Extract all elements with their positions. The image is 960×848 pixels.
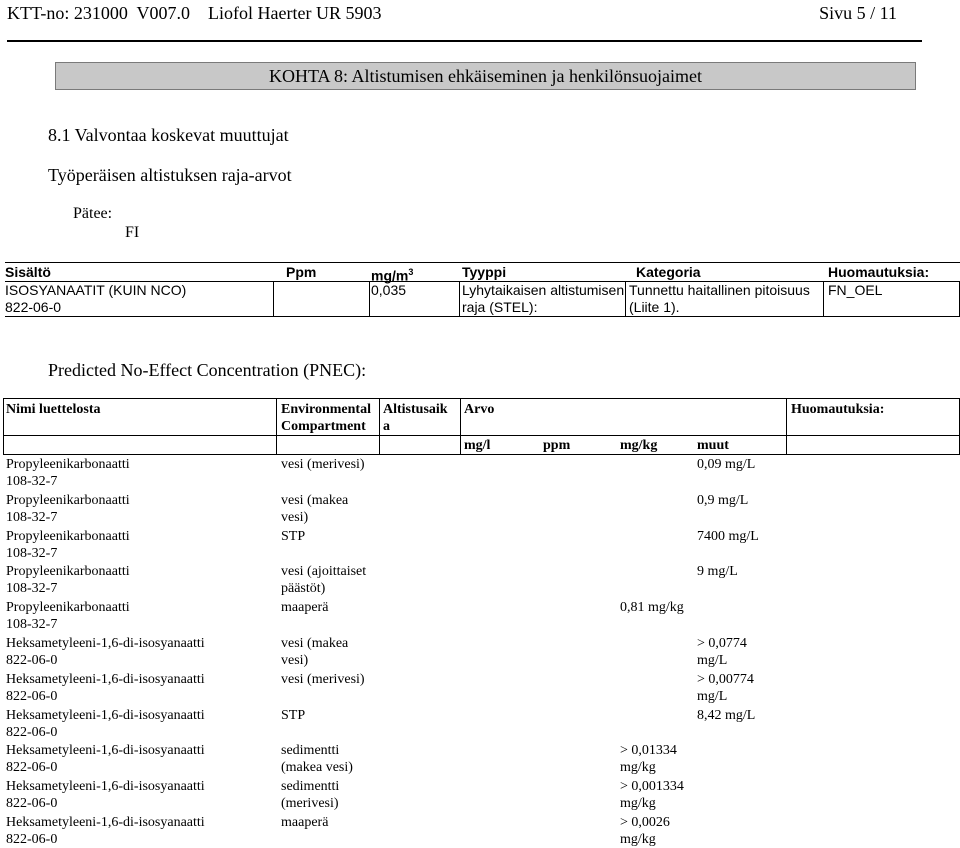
column-divider [823, 281, 824, 317]
other-value: 9 mg/L [697, 564, 738, 580]
mgkg-value: > 0,001334 [620, 779, 684, 795]
environmental-compartment: vesi (makea [281, 492, 349, 508]
environmental-compartment: (merivesi) [281, 796, 339, 812]
cas-number: 108-32-7 [6, 509, 58, 525]
col-header-value: Arvo [464, 402, 495, 417]
column-divider [369, 281, 370, 317]
table-rule [3, 454, 960, 455]
page-header [7, 1, 927, 31]
substance-name: Propyleenikarbonaatti [6, 457, 130, 472]
col-header-exposure: a [383, 419, 390, 434]
environmental-compartment: STP [281, 528, 306, 544]
environmental-compartment: maaperä [281, 815, 329, 830]
environmental-compartment: sedimentti [281, 743, 340, 759]
cas-number: 822-06-0 [6, 653, 58, 668]
table-rule [3, 398, 960, 399]
cas-number: 108-32-7 [6, 617, 58, 633]
column-divider [379, 398, 380, 454]
column-divider [3, 398, 4, 454]
table-rule [5, 262, 960, 263]
col-header-ppm: ppm [543, 438, 571, 453]
category-value: (Liite 1). [629, 299, 680, 315]
category-value: Tunnettu haitallinen pitoisuus [629, 282, 810, 298]
other-value: > 0,0774 [697, 636, 747, 651]
col-header-content: Sisältö [5, 264, 51, 280]
substance-name: Heksametyleeni-1,6-di-isosyanaatti [6, 779, 205, 795]
cas-number: 822-06-0 [5, 299, 62, 315]
cas-number: 822-06-0 [6, 688, 58, 704]
column-divider [276, 398, 277, 454]
substance-name: Propyleenikarbonaatti [6, 600, 130, 616]
other-value: 0,09 mg/L [697, 457, 756, 472]
cas-number: 108-32-7 [6, 545, 58, 561]
environmental-compartment: vesi (ajoittaiset [281, 564, 367, 580]
col-header-remarks: Huomautuksia: [791, 402, 885, 417]
col-header-name: Nimi luettelosta [6, 402, 101, 417]
cas-number: 822-06-0 [6, 760, 58, 776]
substance-name: Propyleenikarbonaatti [6, 564, 130, 580]
mgkg-value: mg/kg [620, 760, 656, 776]
other-value: > 0,00774 [697, 671, 754, 687]
column-divider [460, 398, 461, 454]
substance-name: Heksametyleeni-1,6-di-isosyanaatti [6, 636, 205, 651]
col-header-env: Compartment [281, 419, 366, 434]
column-divider [625, 281, 626, 317]
environmental-compartment: vesi) [281, 653, 309, 668]
environmental-compartment: vesi (makea [281, 636, 349, 651]
col-header-ppm: Ppm [286, 264, 317, 280]
cas-number: 822-06-0 [6, 832, 58, 847]
environmental-compartment: (makea vesi) [281, 760, 353, 776]
oel-table [5, 262, 960, 317]
substance-name: Heksametyleeni-1,6-di-isosyanaatti [6, 707, 205, 723]
column-divider [786, 398, 787, 454]
environmental-compartment: päästöt) [281, 581, 326, 597]
mgm3-value: 0,035 [371, 282, 407, 298]
page-number: Sivu 5 / 11 [819, 3, 897, 23]
applies-value: FI [125, 224, 140, 241]
applies-label: Pätee: [73, 205, 113, 222]
table-rule [3, 435, 960, 436]
substance-name: ISOSYANAATIT (KUIN NCO) [5, 282, 187, 298]
substance-name: Heksametyleeni-1,6-di-isosyanaatti [6, 815, 205, 830]
column-divider [459, 281, 460, 317]
cas-number: 108-32-7 [6, 474, 58, 489]
header-divider [7, 40, 922, 42]
oel-heading: Työperäisen altistuksen raja-arvot [48, 165, 292, 185]
pnec-heading: Predicted No-Effect Concentration (PNEC): [48, 360, 367, 380]
substance-name: Propyleenikarbonaatti [6, 528, 130, 544]
environmental-compartment: vesi) [281, 509, 309, 525]
remarks-value: FN_OEL [828, 282, 883, 298]
environmental-compartment: maaperä [281, 600, 329, 616]
col-header-mgl: mg/l [464, 438, 491, 453]
mgkg-value: mg/kg [620, 832, 656, 847]
mgkg-value: > 0,0026 [620, 815, 670, 830]
other-value: 8,42 mg/L [697, 707, 756, 723]
col-header-category: Kategoria [636, 264, 701, 280]
document-id: KTT-no: 231000 V007.0 Liofol Haerter UR 5903 [7, 3, 382, 23]
col-header-mgkg: mg/kg [620, 438, 658, 453]
environmental-compartment: vesi (merivesi) [281, 457, 365, 472]
substance-name: Propyleenikarbonaatti [6, 492, 130, 508]
other-value: mg/L [697, 653, 728, 668]
substance-name: Heksametyleeni-1,6-di-isosyanaatti [6, 671, 205, 687]
type-value: raja (STEL): [462, 299, 538, 315]
cas-number: 822-06-0 [6, 724, 58, 740]
col-header-other: muut [697, 438, 729, 453]
mgkg-value: mg/kg [620, 796, 656, 812]
table-rule [5, 316, 960, 317]
cas-number: 108-32-7 [6, 581, 58, 597]
col-header-exposure: Altistusaik [383, 402, 448, 417]
col-header-mgm3: $mg/m^3$ [371, 267, 414, 284]
subsection-title: 8.1 Valvontaa koskevat muuttujat [48, 125, 289, 145]
substance-name: Heksametyleeni-1,6-di-isosyanaatti [6, 743, 205, 759]
mgkg-value: 0,81 mg/kg [620, 600, 684, 616]
pnec-table [3, 398, 960, 847]
column-divider [273, 281, 274, 317]
environmental-compartment: vesi (merivesi) [281, 671, 365, 687]
environmental-compartment: STP [281, 707, 306, 723]
cas-number: 822-06-0 [6, 796, 58, 812]
type-value: Lyhytaikaisen altistumisen [462, 282, 625, 298]
environmental-compartment: sedimentti [281, 779, 340, 795]
other-value: mg/L [697, 688, 728, 704]
col-header-env: Environmental [281, 402, 371, 417]
col-header-remarks: Huomautuksia: [828, 264, 930, 280]
mgkg-value: > 0,01334 [620, 743, 677, 759]
other-value: 0,9 mg/L [697, 492, 749, 508]
section-title: KOHTA 8: Altistumisen ehkäiseminen ja henkilönsuojaimet [55, 62, 916, 90]
other-value: 7400 mg/L [697, 528, 759, 544]
col-header-type: Tyyppi [462, 264, 507, 280]
